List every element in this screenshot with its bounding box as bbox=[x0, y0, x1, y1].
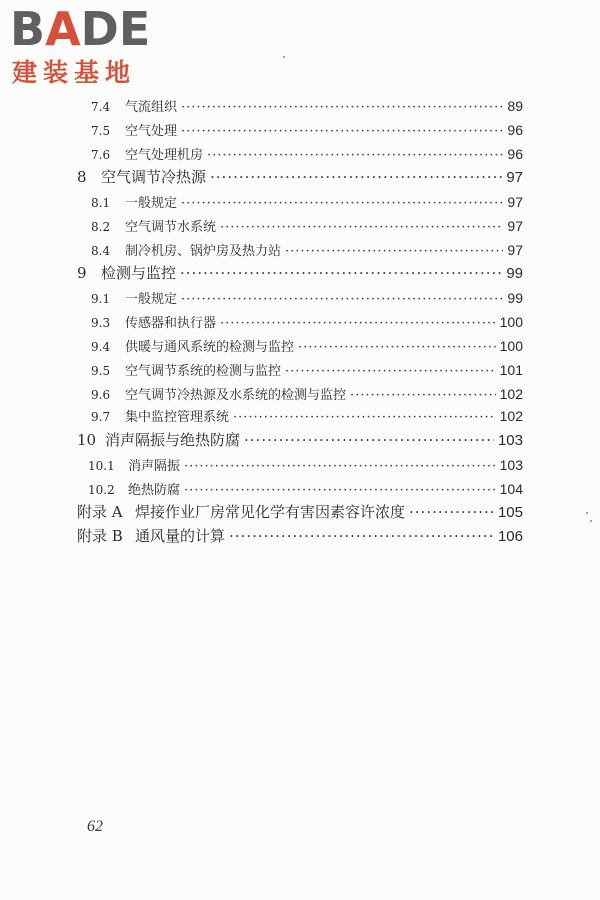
toc-entry: 7.6 空气处理机房 ····· 96 bbox=[91, 144, 523, 163]
toc-entry: 9.7 集中监控管理系统 ····· 102 bbox=[91, 406, 523, 425]
toc-entry: 10.1 消声隔振 ····· 103 bbox=[88, 455, 523, 474]
leader-dots bbox=[181, 124, 503, 139]
leader-dots bbox=[285, 244, 503, 259]
leader-dots bbox=[181, 292, 503, 307]
toc-entry: 8.4 制冷机房、锅炉房及热力站 ····· 97 bbox=[91, 240, 523, 259]
bade-logo bbox=[10, 4, 180, 90]
toc-entry: 9.5 空气调节系统的检测与监控 ····· 101 bbox=[91, 360, 523, 379]
scan-speck bbox=[590, 520, 592, 522]
leader-dots bbox=[220, 316, 496, 331]
toc-entry: 9.4 供暖与通风系统的检测与监控 ····· 100 bbox=[91, 336, 523, 355]
leader-dots bbox=[285, 364, 496, 379]
leader-dots bbox=[298, 340, 496, 355]
leader-dots bbox=[184, 459, 496, 474]
toc-entry: 9.1 一般规定 ····· 99 bbox=[91, 288, 523, 307]
leader-dots bbox=[409, 503, 494, 521]
toc-entry: 10 消声隔振与绝热防腐 ····· 103 bbox=[77, 429, 523, 450]
leader-dots bbox=[350, 388, 496, 403]
leader-dots bbox=[210, 168, 502, 186]
toc-entry: 8 空气调节冷热源 ····· 97 bbox=[77, 166, 523, 187]
logo-subtitle: 建装基地 bbox=[12, 58, 137, 87]
logo-wordmark: BADE bbox=[10, 2, 151, 56]
toc-entry: 8.1 一般规定 ····· 97 bbox=[91, 192, 523, 211]
scan-speck bbox=[283, 56, 285, 58]
leader-dots bbox=[229, 527, 494, 545]
leader-dots bbox=[220, 220, 503, 235]
leader-dots bbox=[181, 196, 503, 211]
leader-dots bbox=[180, 264, 502, 282]
toc-entry: 10.2 绝热防腐 ····· 104 bbox=[88, 479, 523, 498]
toc-entry: 9.6 空气调节冷热源及水系统的检测与监控 ····· 102 bbox=[91, 384, 523, 403]
scan-speck bbox=[586, 512, 588, 514]
page-number: 62 bbox=[87, 818, 103, 835]
leader-dots bbox=[233, 410, 496, 425]
toc-entry: 7.4 气流组织 ····· 89 bbox=[91, 96, 523, 115]
leader-dots bbox=[181, 100, 503, 115]
toc-entry: 9 检测与监控 ····· 99 bbox=[77, 262, 523, 283]
toc-entry: 8.2 空气调节水系统 ····· 97 bbox=[91, 216, 523, 235]
leader-dots bbox=[184, 483, 496, 498]
leader-dots bbox=[207, 148, 503, 163]
toc-entry: 附录 B 通风量的计算 ····· 106 bbox=[77, 525, 523, 546]
leader-dots bbox=[244, 431, 494, 449]
toc-entry: 7.5 空气处理 ····· 96 bbox=[91, 120, 523, 139]
toc-entry: 9.3 传感器和执行器 ····· 100 bbox=[91, 312, 523, 331]
toc-entry: 附录 A 焊接作业厂房常见化学有害因素容许浓度 ····· 105 bbox=[77, 501, 523, 522]
